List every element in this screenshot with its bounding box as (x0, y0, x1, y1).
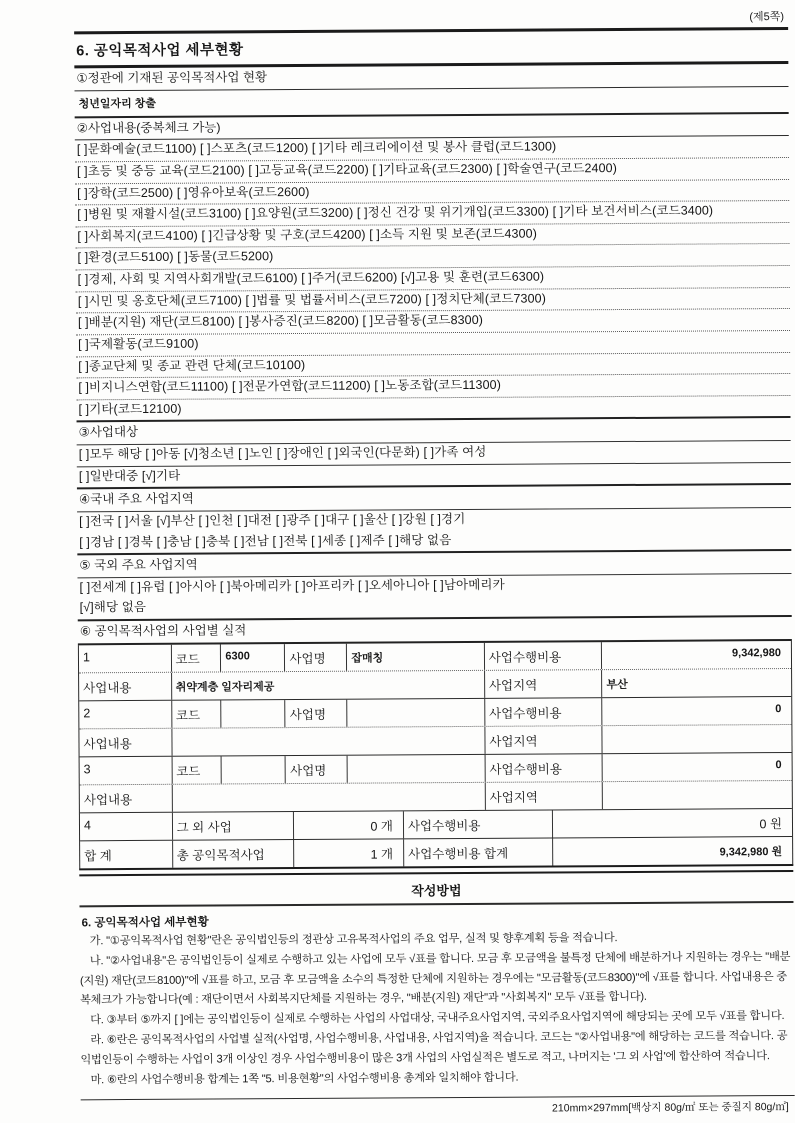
total-no: 합 계 (80, 840, 173, 868)
checkbox-row-health: [ ]병원 및 재활시설(코드3100) [ ]요양원(코드3200) [ ]정신 건강 및 위기개입(코드3300) [ ]기타 보건서비스(코드3400) (75, 201, 789, 227)
total-row (80, 837, 792, 868)
name-value (348, 698, 486, 726)
other-cost-value: 0 원 (759, 816, 783, 831)
code-label: 코드 (172, 700, 222, 727)
project-row-2-detail (79, 725, 791, 757)
section1-value: 청년일자리 창출 (75, 87, 789, 118)
region-value: 부산 (606, 678, 628, 691)
cost-label: 사업수행비용 (485, 642, 603, 670)
instruction-item-ma: 마. ⑥란의 사업수행비용 합계는 1쪽 "5. 비용현황"의 사업수행비용 총계와 일치해야 합니다. (90, 1071, 519, 1087)
project-row-3-main (80, 753, 792, 785)
checkbox-row-scholarship: [ ]장학(코드2500) [ ]영유아보육(코드2600) (75, 179, 789, 205)
form-sheet (74, 6, 795, 1118)
region-label: 사업지역 (485, 726, 603, 754)
checkbox-row-culture: [ ]문화예술(코드1100) [ ]스포츠(코드1200) [ ]기타 레크리에이션 및 봉사 클럽(코드1300) (75, 136, 789, 162)
section4-label: ④국내 주요 사업지역 (77, 483, 791, 512)
code-label: 코드 (172, 756, 222, 783)
region-label: 사업지역 (486, 782, 604, 810)
content-label: 사업내용 (79, 672, 172, 700)
checkbox-row-environment: [ ]환경(코드5100) [ ]동물(코드5200) (75, 244, 789, 270)
code-label: 코드 (171, 644, 221, 671)
other-projects-row (80, 809, 792, 841)
cost-value: 0 (775, 758, 782, 771)
other-label: 그 외 사업 (172, 812, 293, 840)
projects-table (78, 641, 793, 870)
code-value: 6300 (221, 644, 285, 671)
content-label: 사업내용 (79, 728, 172, 756)
project-row-1-main (79, 641, 791, 673)
name-value: 잡매칭 (347, 642, 485, 670)
checkbox-row-overseas-2: [√]해당 없음 (79, 600, 147, 615)
section1-label: ①정관에 기재된 공익목적사업 현황 (74, 64, 788, 91)
instruction-item-ra: 라. ⑥란은 공익목적사업의 사업별 실적(사업명, 사업수행비용, 사업내용, 사업지역)을 적습니다. 코드는 "②사업내용"에 해당하는 코드를 적습니다. 공익법인등이 수행하는 사업이 3개 이상인 경우 사업수행비용이 많은 3개 사업의 사업실적은 별도로 적고, 나머지는 '그 외 사업'에 합산하여 적습니다. (80, 1030, 788, 1067)
region-value (603, 781, 792, 809)
region-label: 사업지역 (485, 670, 603, 698)
page-number-label: (제5쪽) (749, 11, 785, 24)
project-no: 2 (79, 700, 172, 728)
section6-label: ⑥ 공익목적사업의 사업별 실적 (78, 615, 792, 645)
total-cost-label: 사업수행비용 합계 (404, 838, 554, 866)
other-count: 0 개 (293, 811, 404, 839)
cost-value: 0 (775, 702, 782, 715)
checkbox-row-etc: [ ]기타(코드12100) (78, 401, 182, 417)
total-label: 총 공익목적사업 (173, 840, 294, 868)
project-row-3-detail (80, 781, 792, 813)
name-value (348, 754, 486, 782)
name-label: 사업명 (285, 643, 347, 670)
instruction-item-na: 나. "②사업내용"은 공익법인등이 실제로 수행하고 있는 사업에 모두 √표를 합니다. 모금 후 모금액을 불특정 단체에 배분하거나 지원하는 경우는 "배분(지원) 재단(코드8100)"에 √표를 하고, 모금 후 모금액을 소수의 특정한 단체에 지원하는 경우에는 "모금활동(코드8300)"에 √표를 합니다. 사업내용은 중복체크가 가능합니다(예 : 재단이면서 사회복지단체를 지원하는 경우, "배분(지원) 재단"과 "사회복지" 모두 √표를 합니다). (79, 950, 791, 1007)
content-value (172, 782, 485, 811)
instructions-title: 작성방법 (79, 873, 793, 907)
checkbox-row-overseas-1: [ ]전세계 [ ]유럽 [ ]아시아 [ ]북아메리카 [ ]아프리카 [ ]오세아니아 [ ]남아메리카 (79, 577, 505, 595)
project-no: 1 (79, 644, 172, 672)
content-value: 취약계층 일자리제공 (172, 670, 485, 699)
content-value (172, 726, 485, 755)
code-value (222, 700, 286, 727)
checkbox-row-international: [ ]국제활동(코드9100) (76, 331, 790, 357)
project-no: 4 (80, 812, 173, 840)
checkbox-row-civic: [ ]시민 및 옹호단체(코드7100) [ ]법률 및 법률서비스(코드7200) [ ]정치단체(코드7300) (76, 288, 790, 314)
form-title: 6. 공익목적사업 세부현황 (74, 27, 788, 68)
checkbox-row-target-1: [ ]모두 해당 [ ]아동 [√]청소년 [ ]노인 [ ]장애인 [ ]외국인(다문화) [ ]가족 여성 (77, 441, 791, 467)
region-value (603, 725, 792, 753)
instructions-heading: 6. 공익목적사업 세부현황 (81, 916, 209, 929)
checkbox-row-domestic-2: [ ]경남 [ ]경북 [ ]충남 [ ]충북 [ ]전남 [ ]전북 [ ]세종 [ ]제주 [ ]해당 없음 (79, 532, 452, 549)
section3-label: ③사업대상 (77, 416, 791, 445)
section2-label: ②사업내용(중복체크 가능) (75, 114, 789, 141)
project-row-1-detail (79, 669, 791, 701)
paper-spec-footer: 210mm×297mm[백상지 80g/㎡ 또는 중질지 80g/㎡] (552, 1101, 789, 1115)
cost-label: 사업수행비용 (485, 698, 603, 726)
code-value (222, 756, 286, 783)
cost-label: 사업수행비용 (485, 754, 603, 782)
other-cost-label: 사업수행비용 (404, 810, 554, 838)
checkbox-row-economy: [ ]경제, 사회 및 지역사회개발(코드6100) [ ]주거(코드6200) [√]고용 및 훈련(코드6300) (76, 266, 790, 292)
total-count: 1 개 (294, 839, 405, 867)
checkbox-row-association: [ ]비지니스연합(코드11100) [ ]전문가연합(코드11200) [ ]노동조합(코드11300) (76, 374, 790, 400)
instruction-item-ga: 가. "①공익목적사업 현황"란은 공익법인등의 정관상 고유목적사업의 주요 업무, 실적 및 향후계획 등을 적습니다. (89, 931, 618, 947)
checkbox-row-domestic-1: [ ]전국 [ ]서울 [√]부산 [ ]인천 [ ]대전 [ ]광주 [ ]대구 [ ]울산 [ ]강원 [ ]경기 (79, 511, 466, 529)
project-row-2-main (79, 697, 791, 729)
name-label: 사업명 (286, 699, 348, 726)
section5-label: ⑤ 국외 주요 사업지역 (77, 549, 791, 578)
total-cost-value: 9,342,980 원 (719, 845, 783, 859)
name-label: 사업명 (286, 755, 348, 782)
checkbox-row-religion: [ ]종교단체 및 종교 관련 단체(코드10100) (76, 352, 790, 378)
checkbox-row-target-2: [ ]일반대중 [√]기타 (78, 468, 181, 483)
instruction-item-da: 다. ③부터 ⑤까지 [ ]에는 공익법인등이 실제로 수행하는 사업의 사업대상, 국내주요사업지역, 국외주요사업지역에 해당되는 곳에 모두 √표를 합니다. (90, 1010, 785, 1027)
checkbox-row-welfare: [ ]사회복지(코드4100) [ ]긴급상황 및 구호(코드4200) [ ]소득 지원 및 보존(코드4300) (75, 223, 789, 249)
content-label: 사업내용 (80, 784, 173, 812)
checkbox-row-foundation: [ ]배분(지원) 재단(코드8100) [ ]봉사증진(코드8200) [ ]모금활동(코드8300) (76, 309, 790, 335)
project-no: 3 (80, 756, 173, 784)
cost-value: 9,342,980 (731, 646, 781, 659)
checkbox-row-education: [ ]초등 및 중등 교육(코드2100) [ ]고등교육(코드2200) [ ]기타교육(코드2300) [ ]학술연구(코드2400) (75, 158, 789, 184)
